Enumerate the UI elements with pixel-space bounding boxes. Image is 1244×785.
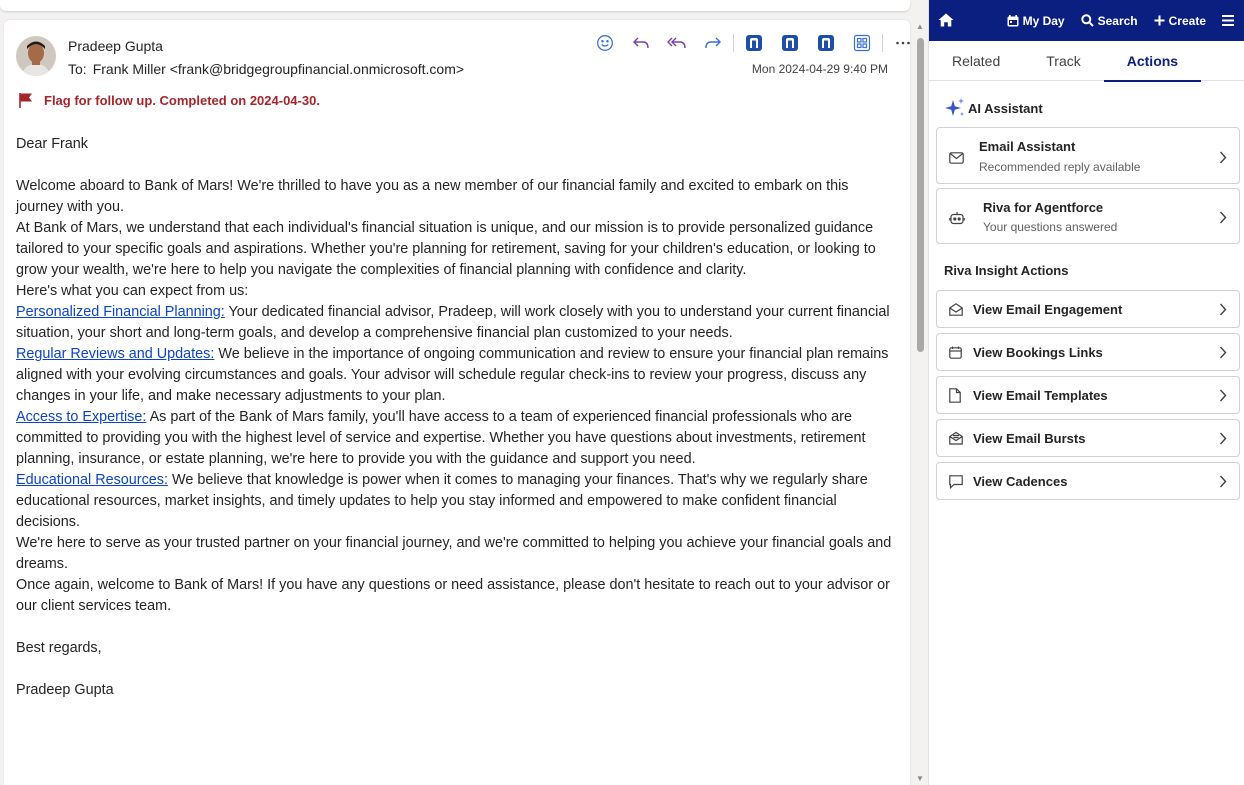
forward-icon[interactable] [695,32,731,54]
chevron-right-icon [1219,346,1227,359]
paragraph: Once again, welcome to Bank of Mars! If you have any questions or need assistance, please don't hesitate to reach out to your advisor or our client services team. [16,577,890,614]
tab-track[interactable]: Track [1046,53,1081,69]
flag-text: Flag for follow up. Completed on 2024-04-30. [44,93,320,108]
item-text: We believe that knowledge is power when it comes to managing your finances. That's why we regularly share educational resources, market insights, and timely updates to help you stay informed and empowered to make confident financial decisions. [16,472,868,530]
action-label: View Email Templates [973,388,1108,403]
card-title: Email Assistant [979,139,1076,154]
toolbar-divider [882,34,883,52]
riva-app-icon[interactable] [736,32,772,54]
item-text: As part of the Bank of Mars family, you'll have access to a team of experienced financial professionals who are committed to providing you with the highest level of service and expertise. Whether you have questions about investments, retirement planning, insurance, or estate planning, we're here to provide you with the guidance and support you need. [16,409,866,467]
card-subtitle: Your questions answered [983,220,1118,234]
chevron-right-icon [1219,475,1227,488]
my-day-label: My Day [1022,13,1065,28]
greeting: Dear Frank [16,136,88,152]
closing: Best regards, [16,640,102,656]
view-email-engagement-button[interactable] [936,290,1240,328]
envelope-icon [949,152,964,164]
list-item [16,470,896,533]
scrollbar-thumb[interactable] [917,38,924,352]
apps-grid-icon[interactable] [844,32,880,54]
paragraph: Here's what you can expect from us: [16,283,249,299]
insight-actions-title: Riva Insight Actions [944,263,1069,278]
riva-app-icon[interactable] [772,32,808,54]
calendar-icon [1007,15,1019,27]
previous-message-strip [0,0,910,11]
message-toolbar [587,32,910,54]
home-icon[interactable] [938,13,954,30]
search-icon [1081,14,1094,27]
more-icon[interactable] [885,32,910,54]
tab-related[interactable]: Related [952,53,1001,69]
hamburger-menu-icon[interactable] [1222,15,1238,26]
scroll-up-arrow-icon[interactable]: ▲ [916,22,924,31]
card-title: Riva for Agentforce [983,200,1104,215]
emoji-icon[interactable] [587,32,623,54]
tab-actions[interactable]: Actions [1104,41,1201,81]
chevron-right-icon [1219,151,1227,164]
paragraph: At Bank of Mars, we understand that each individual's financial situation is unique, and our mission is to provide personalized guidance tailored to your specific goals and aspirations. Whether you're planning for retirement, saving for your children's education, or looking to grow your wealth, we're here to help you navigate the complexities of financial planning with confidence and clarity. [16,220,876,278]
calendar-icon [949,346,962,359]
action-label: View Bookings Links [973,345,1103,360]
scroll-down-arrow-icon[interactable]: ▼ [916,774,924,783]
chevron-right-icon [1219,432,1227,445]
view-bookings-links-button[interactable] [936,333,1240,371]
toolbar-divider [733,34,734,52]
action-label: View Email Engagement [973,302,1123,317]
access-expertise-link[interactable]: Access to Expertise: [16,409,147,425]
educational-resources-link[interactable]: Educational Resources: [16,472,168,488]
document-icon [949,388,961,403]
ai-assistant-title: AI Assistant [968,100,1043,116]
view-email-bursts-button[interactable] [936,419,1240,457]
sparkle-icon [944,97,966,119]
card-subtitle: Recommended reply available [979,160,1141,174]
list-item [16,344,896,407]
create-label: Create [1168,13,1206,28]
reply-icon[interactable] [623,32,659,54]
signature: Pradeep Gupta [16,682,114,698]
riva-app-icon[interactable] [808,32,844,54]
personalized-planning-link[interactable]: Personalized Financial Planning: [16,304,225,320]
panel-tabs [929,41,1244,81]
plus-icon [1154,15,1165,26]
reviews-updates-link[interactable]: Regular Reviews and Updates: [16,346,215,362]
email-burst-icon [949,431,963,445]
chevron-right-icon [1219,303,1227,316]
recipient-line [68,61,464,77]
follow-up-flag[interactable] [18,92,320,109]
my-day-button[interactable] [1007,14,1065,28]
envelope-open-icon [949,303,963,316]
avatar[interactable] [16,36,56,76]
sender-name[interactable]: Pradeep Gupta [68,38,163,54]
action-label: View Email Bursts [973,431,1086,446]
paragraph: We're here to serve as your trusted partner on your financial journey, and we're committed to helping you achieve your financial goals and dreams. [16,535,892,572]
search-button[interactable] [1081,14,1138,28]
chevron-right-icon [1219,211,1227,224]
view-cadences-button[interactable] [936,462,1240,500]
item-text: Your dedicated financial advisor, Pradeep, will work closely with you to understand your current financial situation, your short and long-term goals, and develop a comprehensive financial plan customized to your needs. [16,304,890,341]
email-body [16,134,896,701]
search-label: Search [1097,13,1138,28]
item-text: We believe in the importance of ongoing communication and review to ensure your financial plan remains aligned with your evolving circumstances and goals. Your advisor will schedule regular check-ins to review your progress, discuss any changes in your life, and make necessary adjustments to your plan. [16,346,889,404]
riva-side-panel [928,0,1244,785]
chevron-right-icon [1219,389,1227,402]
list-item [16,302,896,344]
to-label: To: [68,61,87,77]
riva-agentforce-card[interactable] [936,188,1240,244]
view-email-templates-button[interactable] [936,376,1240,414]
paragraph: Welcome aboard to Bank of Mars! We're thrilled to have you as a new member of our financial family and excited to embark on this journey with you. [16,178,849,215]
sent-date: Mon 2024-04-29 9:40 PM [751,62,888,76]
ai-assistant-header [944,97,1043,119]
robot-icon [949,211,965,225]
create-button[interactable] [1154,14,1206,28]
list-item [16,407,896,470]
recipient-address[interactable]: Frank Miller <frank@bridgegroupfinancial.onmicrosoft.com> [92,61,465,77]
action-label: View Cadences [973,474,1068,489]
reply-all-icon[interactable] [659,32,695,54]
panel-header [929,0,1244,41]
email-reading-pane [4,20,910,785]
chat-bubble-icon [949,475,963,489]
flag-icon [18,92,34,109]
email-assistant-card[interactable] [936,127,1240,184]
